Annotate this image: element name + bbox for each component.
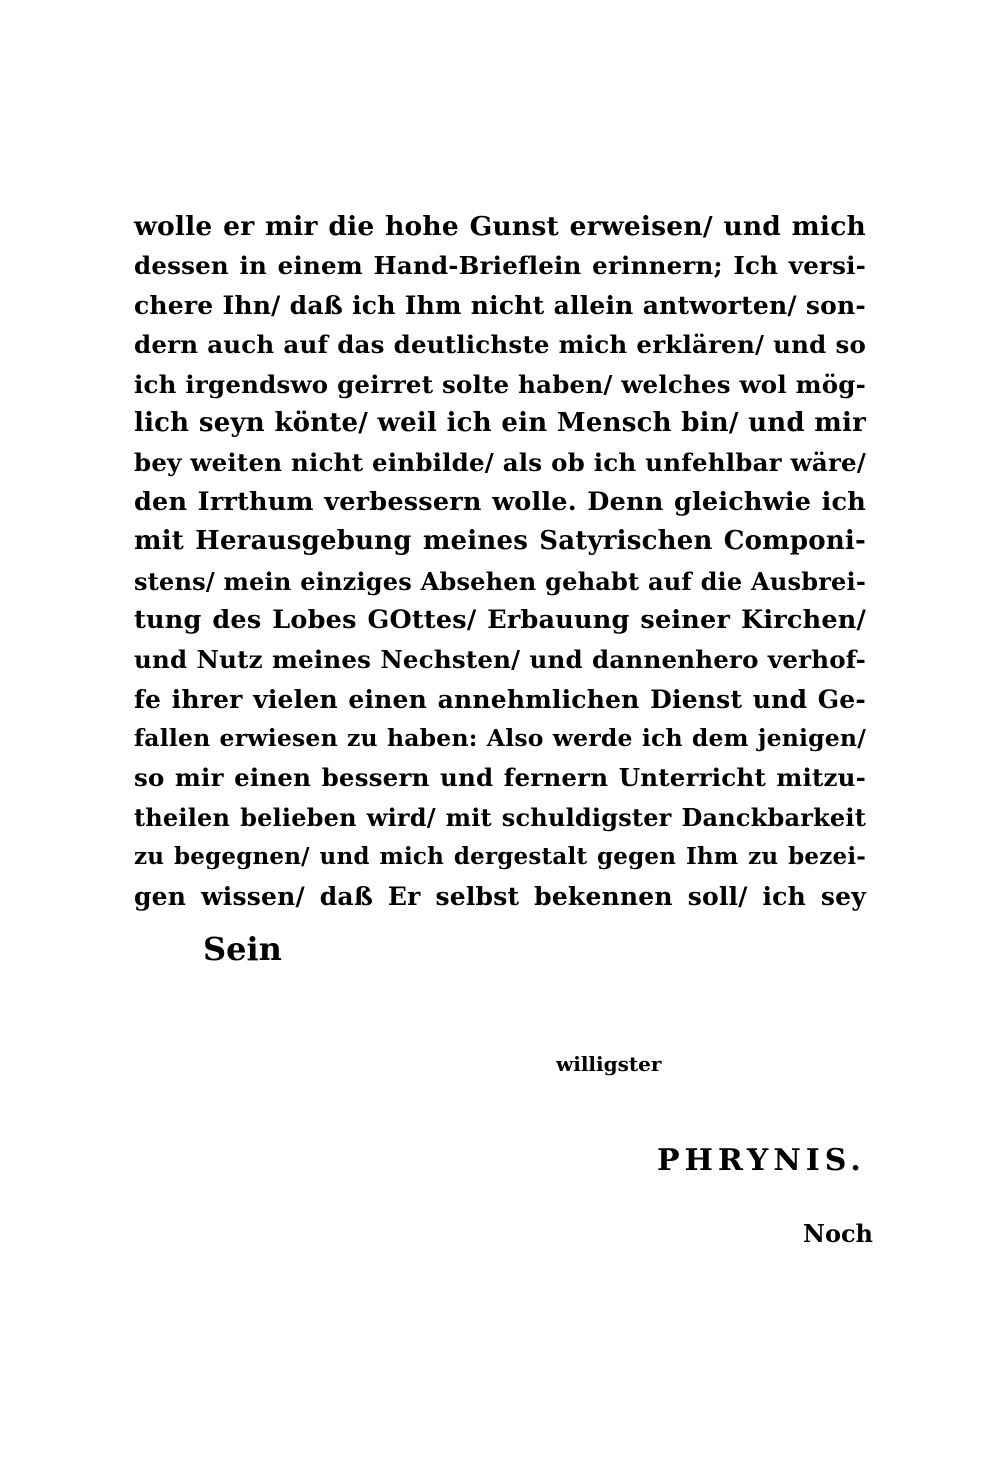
closing-adjective: willigster <box>556 1052 662 1076</box>
catchword: Noch <box>803 1219 874 1248</box>
text-line-18: gen wissen/ daß Er selbst bekennen soll/ ich sey <box>134 881 866 911</box>
body-text <box>134 207 866 916</box>
text-line-15: so mir einen bessern und fernern Unterricht mitzu- <box>134 763 866 793</box>
closing-salutation: Sein <box>203 930 282 968</box>
text-line-2: dessen in einem Hand-Brieflein erinnern; Ich versi- <box>134 251 866 281</box>
text-line-13: fe ihrer vielen einen annehmlichen Dienst und Ge- <box>134 684 866 714</box>
text-line-10: stens/ mein einziges Absehen gehabt auf die Ausbrei- <box>134 566 866 596</box>
text-line-4: dern auch auf das deutlichste mich erklären/ und so <box>134 330 866 360</box>
text-line-9: mit Herausgebung meines Satyrischen Componi- <box>134 526 866 557</box>
text-line-6: lich seyn könte/ weil ich ein Mensch bin/ und mir <box>134 407 866 438</box>
text-line-16: theilen belieben wird/ mit schuldigster Danckbarkeit <box>134 802 866 832</box>
text-line-11: tung des Lobes GOttes/ Erbauung seiner Kirchen/ <box>134 604 866 635</box>
text-line-7: bey weiten nicht einbilde/ als ob ich unfehlbar wäre/ <box>134 448 866 478</box>
author-signature: PHRYNIS. <box>657 1143 866 1178</box>
text-line-14: fallen erwiesen zu haben: Also werde ich dem jenigen/ <box>134 724 866 753</box>
text-line-12: und Nutz meines Nechsten/ und dannenhero verhof- <box>134 645 866 675</box>
text-line-17: zu begegnen/ und mich dergestalt gegen Ihm zu bezei- <box>134 843 866 871</box>
text-line-3: chere Ihn/ daß ich Ihm nicht allein antworten/ son- <box>134 290 866 320</box>
text-line-8: den Irrthum verbessern wolle. Denn gleichwie ich <box>134 486 866 517</box>
text-line-5: ich irgendswo geirret solte haben/ welches wol mög- <box>134 369 866 399</box>
text-line-1: wolle er mir die hohe Gunst erweisen/ und mich <box>134 211 866 242</box>
